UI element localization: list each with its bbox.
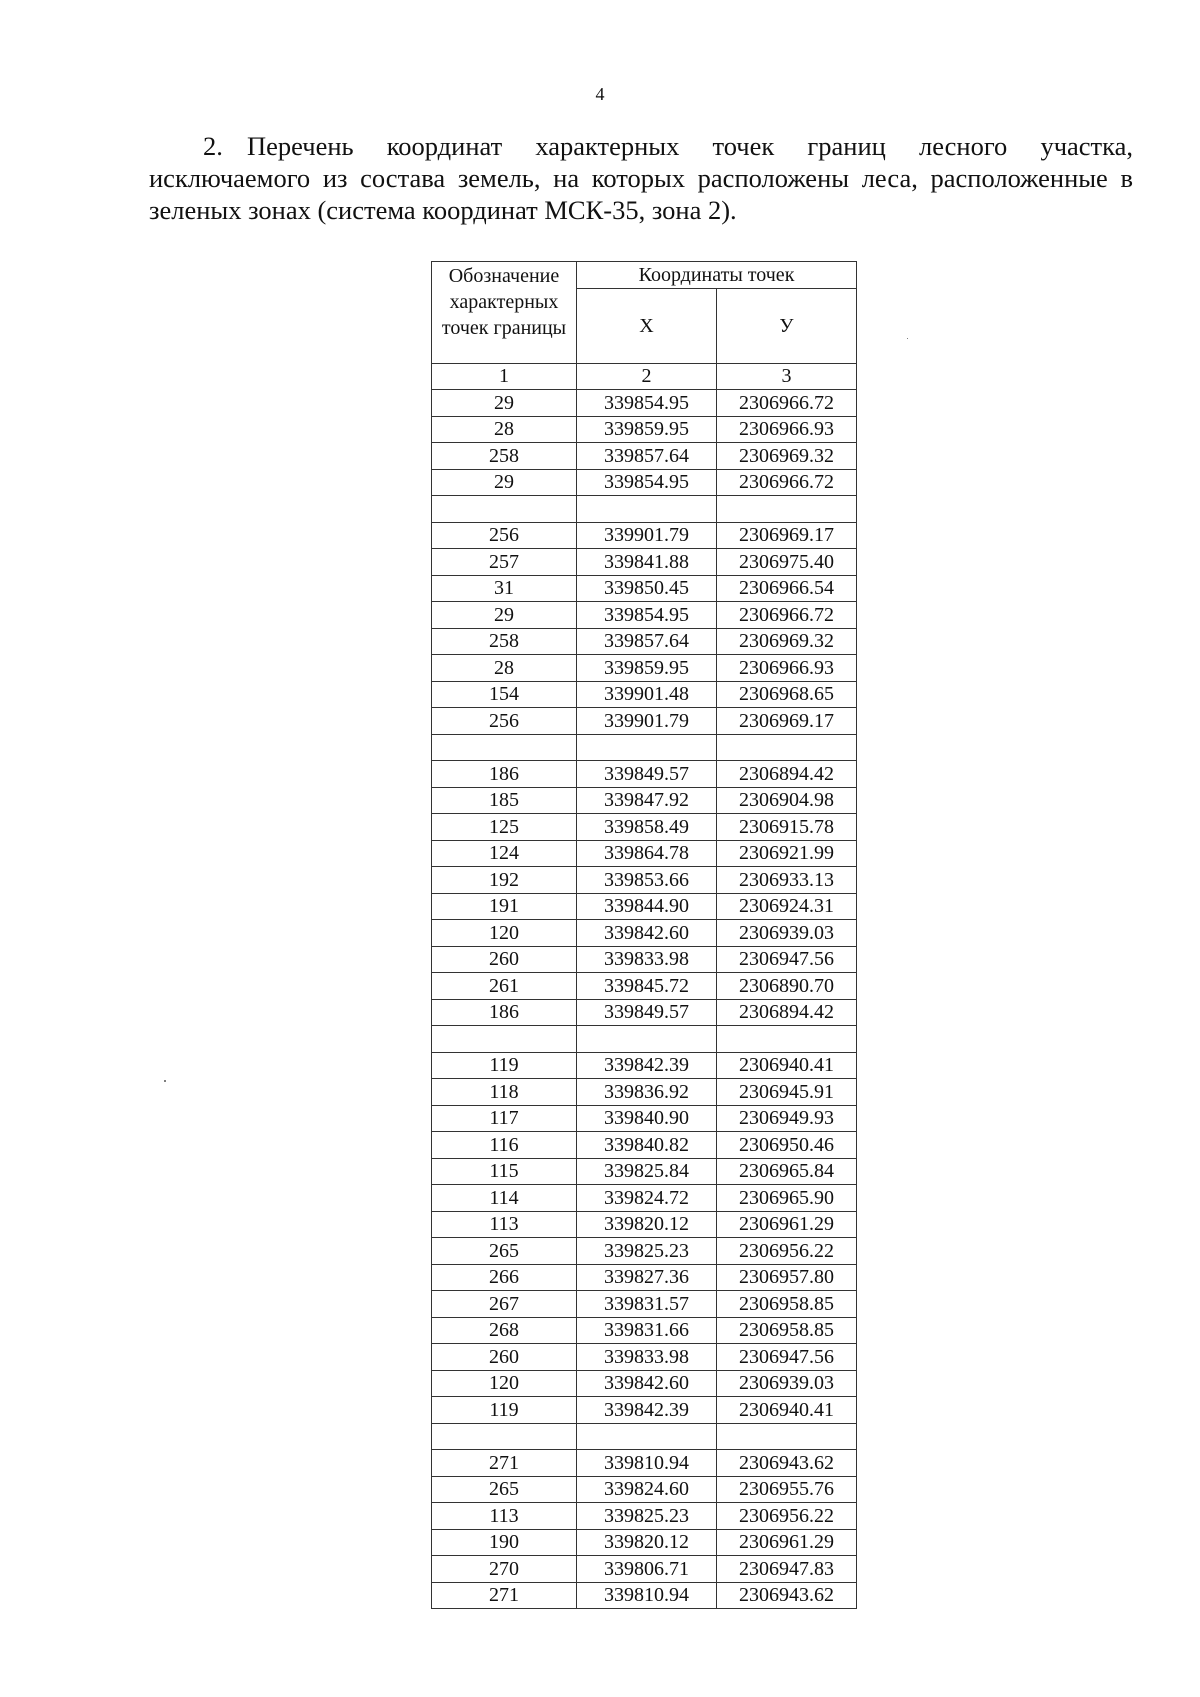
page-number: 4	[595, 84, 605, 104]
point-cell: 29	[432, 390, 577, 417]
column-number: 2	[577, 363, 717, 390]
x-coordinate-cell: 339901.79	[577, 708, 717, 735]
x-coordinate-cell: 339833.98	[577, 946, 717, 973]
y-coordinate-cell: 2306950.46	[717, 1132, 857, 1159]
y-coordinate-cell: 2306966.72	[717, 602, 857, 629]
y-coordinate-cell	[717, 1423, 857, 1450]
table-row	[432, 575, 857, 602]
y-coordinate-cell: 2306966.72	[717, 390, 857, 417]
column-numbers-row	[432, 363, 857, 390]
x-coordinate-cell: 339841.88	[577, 549, 717, 576]
table-row	[432, 946, 857, 973]
table-row	[432, 1158, 857, 1185]
point-cell: 31	[432, 575, 577, 602]
header-x: X	[577, 288, 717, 363]
point-cell: 256	[432, 522, 577, 549]
table-row	[432, 522, 857, 549]
table-row	[432, 602, 857, 629]
point-cell: 120	[432, 1370, 577, 1397]
table-row	[432, 1503, 857, 1530]
x-coordinate-cell: 339901.48	[577, 681, 717, 708]
x-coordinate-cell: 339842.60	[577, 1370, 717, 1397]
y-coordinate-cell: 2306961.29	[717, 1529, 857, 1556]
table-row	[432, 1450, 857, 1477]
table-row	[432, 1582, 857, 1609]
point-cell: 186	[432, 999, 577, 1026]
table-row	[432, 973, 857, 1000]
point-cell: 125	[432, 814, 577, 841]
y-coordinate-cell: 2306947.83	[717, 1556, 857, 1583]
table-row	[432, 1556, 857, 1583]
table-row	[432, 999, 857, 1026]
table-row	[432, 814, 857, 841]
table-row	[432, 1211, 857, 1238]
y-coordinate-cell: 2306961.29	[717, 1211, 857, 1238]
point-cell: 271	[432, 1582, 577, 1609]
y-coordinate-cell: 2306904.98	[717, 787, 857, 814]
y-coordinate-cell	[717, 734, 857, 761]
table-row	[432, 390, 857, 417]
point-cell: 270	[432, 1556, 577, 1583]
y-coordinate-cell: 2306945.91	[717, 1079, 857, 1106]
point-cell: 260	[432, 1344, 577, 1371]
column-number: 3	[717, 363, 857, 390]
x-coordinate-cell: 339857.64	[577, 628, 717, 655]
y-coordinate-cell: 2306933.13	[717, 867, 857, 894]
section-heading-text: Перечень координат характерных точек границ лесного участка, исключаемого из состава земель, на которых расположены леса, расположенные в зеленых зонах (система координат МСК-35, зона 2).	[149, 131, 1133, 225]
y-coordinate-cell: 2306966.54	[717, 575, 857, 602]
y-coordinate-cell: 2306966.93	[717, 655, 857, 682]
y-coordinate-cell: 2306966.72	[717, 469, 857, 496]
x-coordinate-cell: 339831.66	[577, 1317, 717, 1344]
x-coordinate-cell: 339827.36	[577, 1264, 717, 1291]
column-number: 1	[432, 363, 577, 390]
y-coordinate-cell: 2306949.93	[717, 1105, 857, 1132]
table-row	[432, 1370, 857, 1397]
point-cell: 271	[432, 1450, 577, 1477]
y-coordinate-cell: 2306943.62	[717, 1582, 857, 1609]
x-coordinate-cell: 339849.57	[577, 999, 717, 1026]
x-coordinate-cell: 339859.95	[577, 416, 717, 443]
table-row	[432, 787, 857, 814]
x-coordinate-cell: 339847.92	[577, 787, 717, 814]
table-row	[432, 1317, 857, 1344]
point-cell: 29	[432, 602, 577, 629]
table-row-separator	[432, 1423, 857, 1450]
section-heading	[149, 130, 1133, 226]
y-coordinate-cell: 2306969.32	[717, 443, 857, 470]
x-coordinate-cell: 339840.90	[577, 1105, 717, 1132]
x-coordinate-cell: 339824.60	[577, 1476, 717, 1503]
point-cell: 116	[432, 1132, 577, 1159]
section-number: 2.	[203, 131, 223, 161]
point-cell: 260	[432, 946, 577, 973]
y-coordinate-cell: 2306939.03	[717, 920, 857, 947]
table-row	[432, 1238, 857, 1265]
point-cell: 258	[432, 443, 577, 470]
table-row	[432, 443, 857, 470]
table-row-separator	[432, 496, 857, 523]
x-coordinate-cell: 339825.23	[577, 1503, 717, 1530]
point-cell: 191	[432, 893, 577, 920]
x-coordinate-cell: 339857.64	[577, 443, 717, 470]
y-coordinate-cell: 2306894.42	[717, 999, 857, 1026]
point-cell: 257	[432, 549, 577, 576]
point-cell: 265	[432, 1238, 577, 1265]
y-coordinate-cell: 2306947.56	[717, 946, 857, 973]
y-coordinate-cell: 2306890.70	[717, 973, 857, 1000]
x-coordinate-cell: 339854.95	[577, 469, 717, 496]
y-coordinate-cell: 2306940.41	[717, 1397, 857, 1424]
x-coordinate-cell: 339854.95	[577, 602, 717, 629]
y-coordinate-cell: 2306947.56	[717, 1344, 857, 1371]
table-row	[432, 1052, 857, 1079]
table-row	[432, 681, 857, 708]
table-row	[432, 1397, 857, 1424]
y-coordinate-cell: 2306915.78	[717, 814, 857, 841]
y-coordinate-cell: 2306924.31	[717, 893, 857, 920]
table-row	[432, 1529, 857, 1556]
point-cell: 117	[432, 1105, 577, 1132]
y-coordinate-cell	[717, 496, 857, 523]
coordinates-table	[431, 261, 857, 1609]
point-cell: 28	[432, 416, 577, 443]
x-coordinate-cell: 339858.49	[577, 814, 717, 841]
point-cell: 29	[432, 469, 577, 496]
point-cell: 113	[432, 1503, 577, 1530]
table-row	[432, 708, 857, 735]
table-row	[432, 628, 857, 655]
x-coordinate-cell: 339859.95	[577, 655, 717, 682]
y-coordinate-cell	[717, 1026, 857, 1053]
scan-speck	[907, 338, 908, 339]
y-coordinate-cell: 2306969.17	[717, 708, 857, 735]
point-cell: 256	[432, 708, 577, 735]
header-y: У	[717, 288, 857, 363]
y-coordinate-cell: 2306969.32	[717, 628, 857, 655]
y-coordinate-cell: 2306956.22	[717, 1238, 857, 1265]
x-coordinate-cell: 339864.78	[577, 840, 717, 867]
x-coordinate-cell: 339833.98	[577, 1344, 717, 1371]
point-cell: 267	[432, 1291, 577, 1318]
point-cell: 192	[432, 867, 577, 894]
x-coordinate-cell	[577, 1423, 717, 1450]
point-cell: 261	[432, 973, 577, 1000]
x-coordinate-cell: 339810.94	[577, 1450, 717, 1477]
point-cell: 114	[432, 1185, 577, 1212]
table-row	[432, 1185, 857, 1212]
x-coordinate-cell: 339845.72	[577, 973, 717, 1000]
point-cell: 268	[432, 1317, 577, 1344]
table-row	[432, 655, 857, 682]
point-cell: 119	[432, 1052, 577, 1079]
y-coordinate-cell: 2306943.62	[717, 1450, 857, 1477]
point-cell: 28	[432, 655, 577, 682]
table-row	[432, 840, 857, 867]
x-coordinate-cell: 339853.66	[577, 867, 717, 894]
point-cell	[432, 734, 577, 761]
table-row	[432, 549, 857, 576]
x-coordinate-cell: 339854.95	[577, 390, 717, 417]
header-point-designation: Обозначение характерных точек границы	[432, 262, 577, 364]
x-coordinate-cell	[577, 496, 717, 523]
table-row	[432, 1079, 857, 1106]
table-row	[432, 920, 857, 947]
scan-speck	[164, 1080, 166, 1082]
y-coordinate-cell: 2306956.22	[717, 1503, 857, 1530]
header-coordinates-group: Координаты точек	[577, 262, 857, 289]
x-coordinate-cell: 339901.79	[577, 522, 717, 549]
x-coordinate-cell: 339831.57	[577, 1291, 717, 1318]
x-coordinate-cell	[577, 1026, 717, 1053]
y-coordinate-cell: 2306968.65	[717, 681, 857, 708]
x-coordinate-cell	[577, 734, 717, 761]
x-coordinate-cell: 339842.39	[577, 1052, 717, 1079]
y-coordinate-cell: 2306894.42	[717, 761, 857, 788]
table-row	[432, 1344, 857, 1371]
table-row	[432, 416, 857, 443]
x-coordinate-cell: 339840.82	[577, 1132, 717, 1159]
point-cell: 266	[432, 1264, 577, 1291]
table-row-separator	[432, 734, 857, 761]
y-coordinate-cell: 2306939.03	[717, 1370, 857, 1397]
table-row	[432, 1132, 857, 1159]
point-cell: 265	[432, 1476, 577, 1503]
point-cell: 258	[432, 628, 577, 655]
point-cell	[432, 1423, 577, 1450]
y-coordinate-cell: 2306921.99	[717, 840, 857, 867]
x-coordinate-cell: 339842.60	[577, 920, 717, 947]
point-cell: 190	[432, 1529, 577, 1556]
x-coordinate-cell: 339820.12	[577, 1529, 717, 1556]
y-coordinate-cell: 2306969.17	[717, 522, 857, 549]
x-coordinate-cell: 339825.23	[577, 1238, 717, 1265]
point-cell	[432, 496, 577, 523]
point-cell: 185	[432, 787, 577, 814]
y-coordinate-cell: 2306966.93	[717, 416, 857, 443]
x-coordinate-cell: 339836.92	[577, 1079, 717, 1106]
table-row	[432, 469, 857, 496]
point-cell: 113	[432, 1211, 577, 1238]
y-coordinate-cell: 2306957.80	[717, 1264, 857, 1291]
x-coordinate-cell: 339810.94	[577, 1582, 717, 1609]
y-coordinate-cell: 2306975.40	[717, 549, 857, 576]
table-row	[432, 1291, 857, 1318]
point-cell: 119	[432, 1397, 577, 1424]
x-coordinate-cell: 339844.90	[577, 893, 717, 920]
point-cell: 118	[432, 1079, 577, 1106]
point-cell: 120	[432, 920, 577, 947]
table-row	[432, 1105, 857, 1132]
point-cell	[432, 1026, 577, 1053]
x-coordinate-cell: 339850.45	[577, 575, 717, 602]
y-coordinate-cell: 2306955.76	[717, 1476, 857, 1503]
y-coordinate-cell: 2306940.41	[717, 1052, 857, 1079]
y-coordinate-cell: 2306965.84	[717, 1158, 857, 1185]
table-row	[432, 1264, 857, 1291]
x-coordinate-cell: 339825.84	[577, 1158, 717, 1185]
table-row	[432, 893, 857, 920]
x-coordinate-cell: 339842.39	[577, 1397, 717, 1424]
table-row	[432, 761, 857, 788]
y-coordinate-cell: 2306965.90	[717, 1185, 857, 1212]
point-cell: 115	[432, 1158, 577, 1185]
point-cell: 124	[432, 840, 577, 867]
table-row-separator	[432, 1026, 857, 1053]
point-cell: 186	[432, 761, 577, 788]
y-coordinate-cell: 2306958.85	[717, 1317, 857, 1344]
table-row	[432, 867, 857, 894]
table-row	[432, 1476, 857, 1503]
point-cell: 154	[432, 681, 577, 708]
x-coordinate-cell: 339820.12	[577, 1211, 717, 1238]
y-coordinate-cell: 2306958.85	[717, 1291, 857, 1318]
x-coordinate-cell: 339824.72	[577, 1185, 717, 1212]
x-coordinate-cell: 339806.71	[577, 1556, 717, 1583]
x-coordinate-cell: 339849.57	[577, 761, 717, 788]
